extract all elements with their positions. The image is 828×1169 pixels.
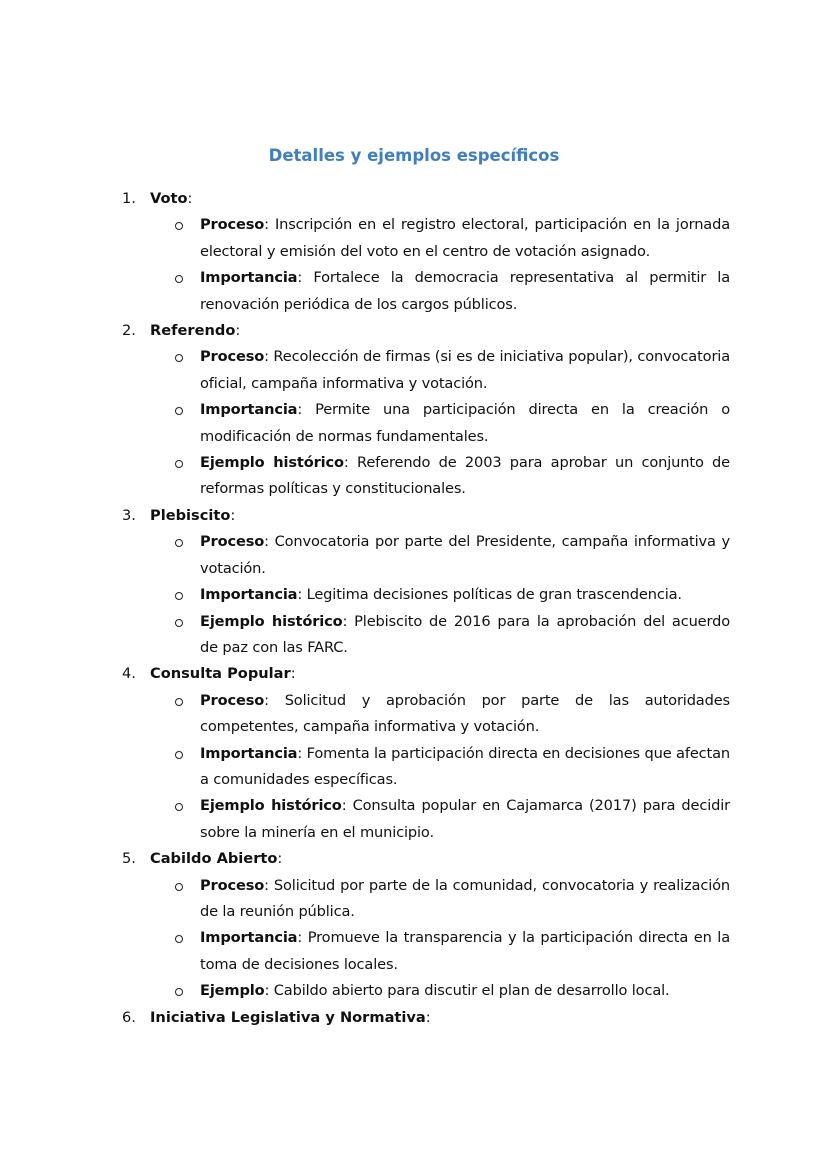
circle-bullet-icon: [175, 803, 183, 811]
sub-item-text: : Fortalece la democracia representativa al permitir la renovación periódica de los cargos públicos.: [200, 269, 730, 313]
sub-list: [150, 529, 730, 661]
sub-list-item: [200, 450, 730, 503]
list-item-heading: [122, 1005, 730, 1031]
list-item-label: Voto: [150, 190, 188, 207]
sub-list-item: [200, 529, 730, 582]
list-item-label: Consulta Popular: [150, 665, 291, 683]
list-item-colon: :: [235, 322, 241, 340]
sub-item-label: Proceso: [200, 691, 265, 709]
list-item: [120, 186, 730, 318]
list-item: [120, 318, 730, 503]
sub-list-item: [200, 265, 730, 318]
sub-list-item: [200, 582, 730, 608]
circle-bullet-icon: [175, 407, 183, 415]
circle-bullet-icon: [175, 698, 183, 706]
list-item-colon: :: [277, 850, 283, 868]
page-title: Detalles y ejemplos específicos: [268, 146, 560, 165]
numbered-list: [120, 186, 730, 1031]
circle-bullet-icon: [175, 222, 183, 230]
sub-list: [150, 344, 730, 502]
sub-list: [150, 688, 730, 846]
circle-bullet-icon: [175, 592, 183, 600]
sub-list-item: [200, 212, 730, 265]
list-item-heading: [122, 846, 730, 872]
sub-item-text: : Recolección de firmas (si es de iniciativa popular), convocatoria oficial, campaña informativa y votación.: [200, 348, 730, 392]
list-item: [120, 846, 730, 1004]
sub-list-item: [200, 793, 730, 846]
list-item-colon: :: [230, 506, 236, 524]
sub-list-item: [200, 978, 730, 1004]
list-item-number: 6.: [122, 1008, 136, 1026]
list-item-label: Cabildo Abierto: [150, 850, 278, 868]
list-item-heading: [122, 186, 730, 212]
sub-list-item: [200, 741, 730, 794]
sub-item-text: : Promueve la transparencia y la participación directa en la toma de decisiones locales.: [200, 929, 730, 973]
list-item-number: 4.: [122, 665, 136, 683]
sub-item-label: Proceso: [200, 876, 265, 894]
circle-bullet-icon: [175, 539, 183, 547]
circle-bullet-icon: [175, 354, 183, 362]
sub-list-item: [200, 925, 730, 978]
sub-item-label: Importancia: [200, 586, 298, 604]
list-item-number: 5.: [122, 850, 136, 868]
list-item-label: Iniciativa Legislativa y Normativa: [150, 1008, 426, 1026]
sub-list-item: [200, 397, 730, 450]
sub-item-label: Ejemplo histórico: [200, 797, 342, 815]
list-item-number: 2.: [122, 322, 136, 340]
sub-list-item: [200, 344, 730, 397]
sub-item-text: : Solicitud y aprobación por parte de las autoridades competentes, campaña informativa y votación.: [200, 691, 730, 736]
sub-item-text: : Fomenta la participación directa en decisiones que afectan a comunidades específicas.: [200, 744, 730, 788]
document-body: [120, 186, 730, 1031]
sub-item-text: : Cabildo abierto para discutir el plan de desarrollo local.: [264, 982, 670, 1000]
sub-item-label: Proceso: [200, 348, 265, 366]
sub-list-item: [200, 688, 730, 741]
sub-item-label: Proceso: [200, 533, 265, 551]
list-item-colon: :: [187, 190, 193, 207]
sub-item-text: : Plebiscito de 2016 para la aprobación del acuerdo de paz con las FARC.: [200, 612, 730, 656]
circle-bullet-icon: [175, 988, 183, 996]
circle-bullet-icon: [175, 460, 183, 468]
list-item-label: Plebiscito: [150, 506, 231, 524]
sub-list-item: [200, 873, 730, 926]
circle-bullet-icon: [175, 883, 183, 891]
list-item-heading: [122, 503, 730, 529]
list-item-number: 3.: [122, 506, 136, 524]
list-item-colon: :: [425, 1008, 431, 1026]
sub-item-label: Importancia: [200, 269, 298, 287]
circle-bullet-icon: [175, 275, 183, 283]
sub-item-text: : Consulta popular en Cajamarca (2017) para decidir sobre la minería en el municipio.: [200, 797, 730, 841]
sub-item-text: : Permite una participación directa en la creación o modificación de normas fundamentales.: [200, 401, 730, 445]
sub-item-label: Proceso: [200, 216, 265, 234]
sub-item-text: : Convocatoria por parte del Presidente, campaña informativa y votación.: [200, 533, 730, 577]
list-item-heading: [122, 318, 730, 344]
list-item-colon: :: [290, 665, 296, 683]
sub-item-text: : Solicitud por parte de la comunidad, convocatoria y realización de la reunión pública.: [200, 876, 730, 920]
list-item-number: 1.: [122, 190, 136, 207]
list-item: [120, 661, 730, 846]
sub-item-label: Ejemplo histórico: [200, 612, 343, 630]
sub-list-item: [200, 609, 730, 662]
list-item: [120, 503, 730, 661]
sub-item-label: Importancia: [200, 744, 298, 762]
circle-bullet-icon: [175, 619, 183, 627]
sub-item-label: Importancia: [200, 929, 298, 947]
sub-item-label: Ejemplo: [200, 982, 265, 1000]
list-item-label: Referendo: [150, 322, 236, 340]
sub-item-text: : Legitima decisiones políticas de gran trascendencia.: [297, 586, 682, 604]
sub-item-label: Ejemplo histórico: [200, 454, 344, 472]
sub-item-text: : Referendo de 2003 para aprobar un conjunto de reformas políticas y constitucionales.: [200, 454, 730, 498]
circle-bullet-icon: [175, 751, 183, 759]
sub-item-text: : Inscripción en el registro electoral, participación en la jornada electoral y emisión del voto en el centro de votación asignado.: [200, 216, 730, 260]
circle-bullet-icon: [175, 935, 183, 943]
list-item-heading: [122, 661, 730, 687]
sub-item-label: Importancia: [200, 401, 298, 419]
sub-list: [150, 873, 730, 1005]
sub-list: [150, 212, 730, 318]
list-item: [120, 1005, 730, 1031]
